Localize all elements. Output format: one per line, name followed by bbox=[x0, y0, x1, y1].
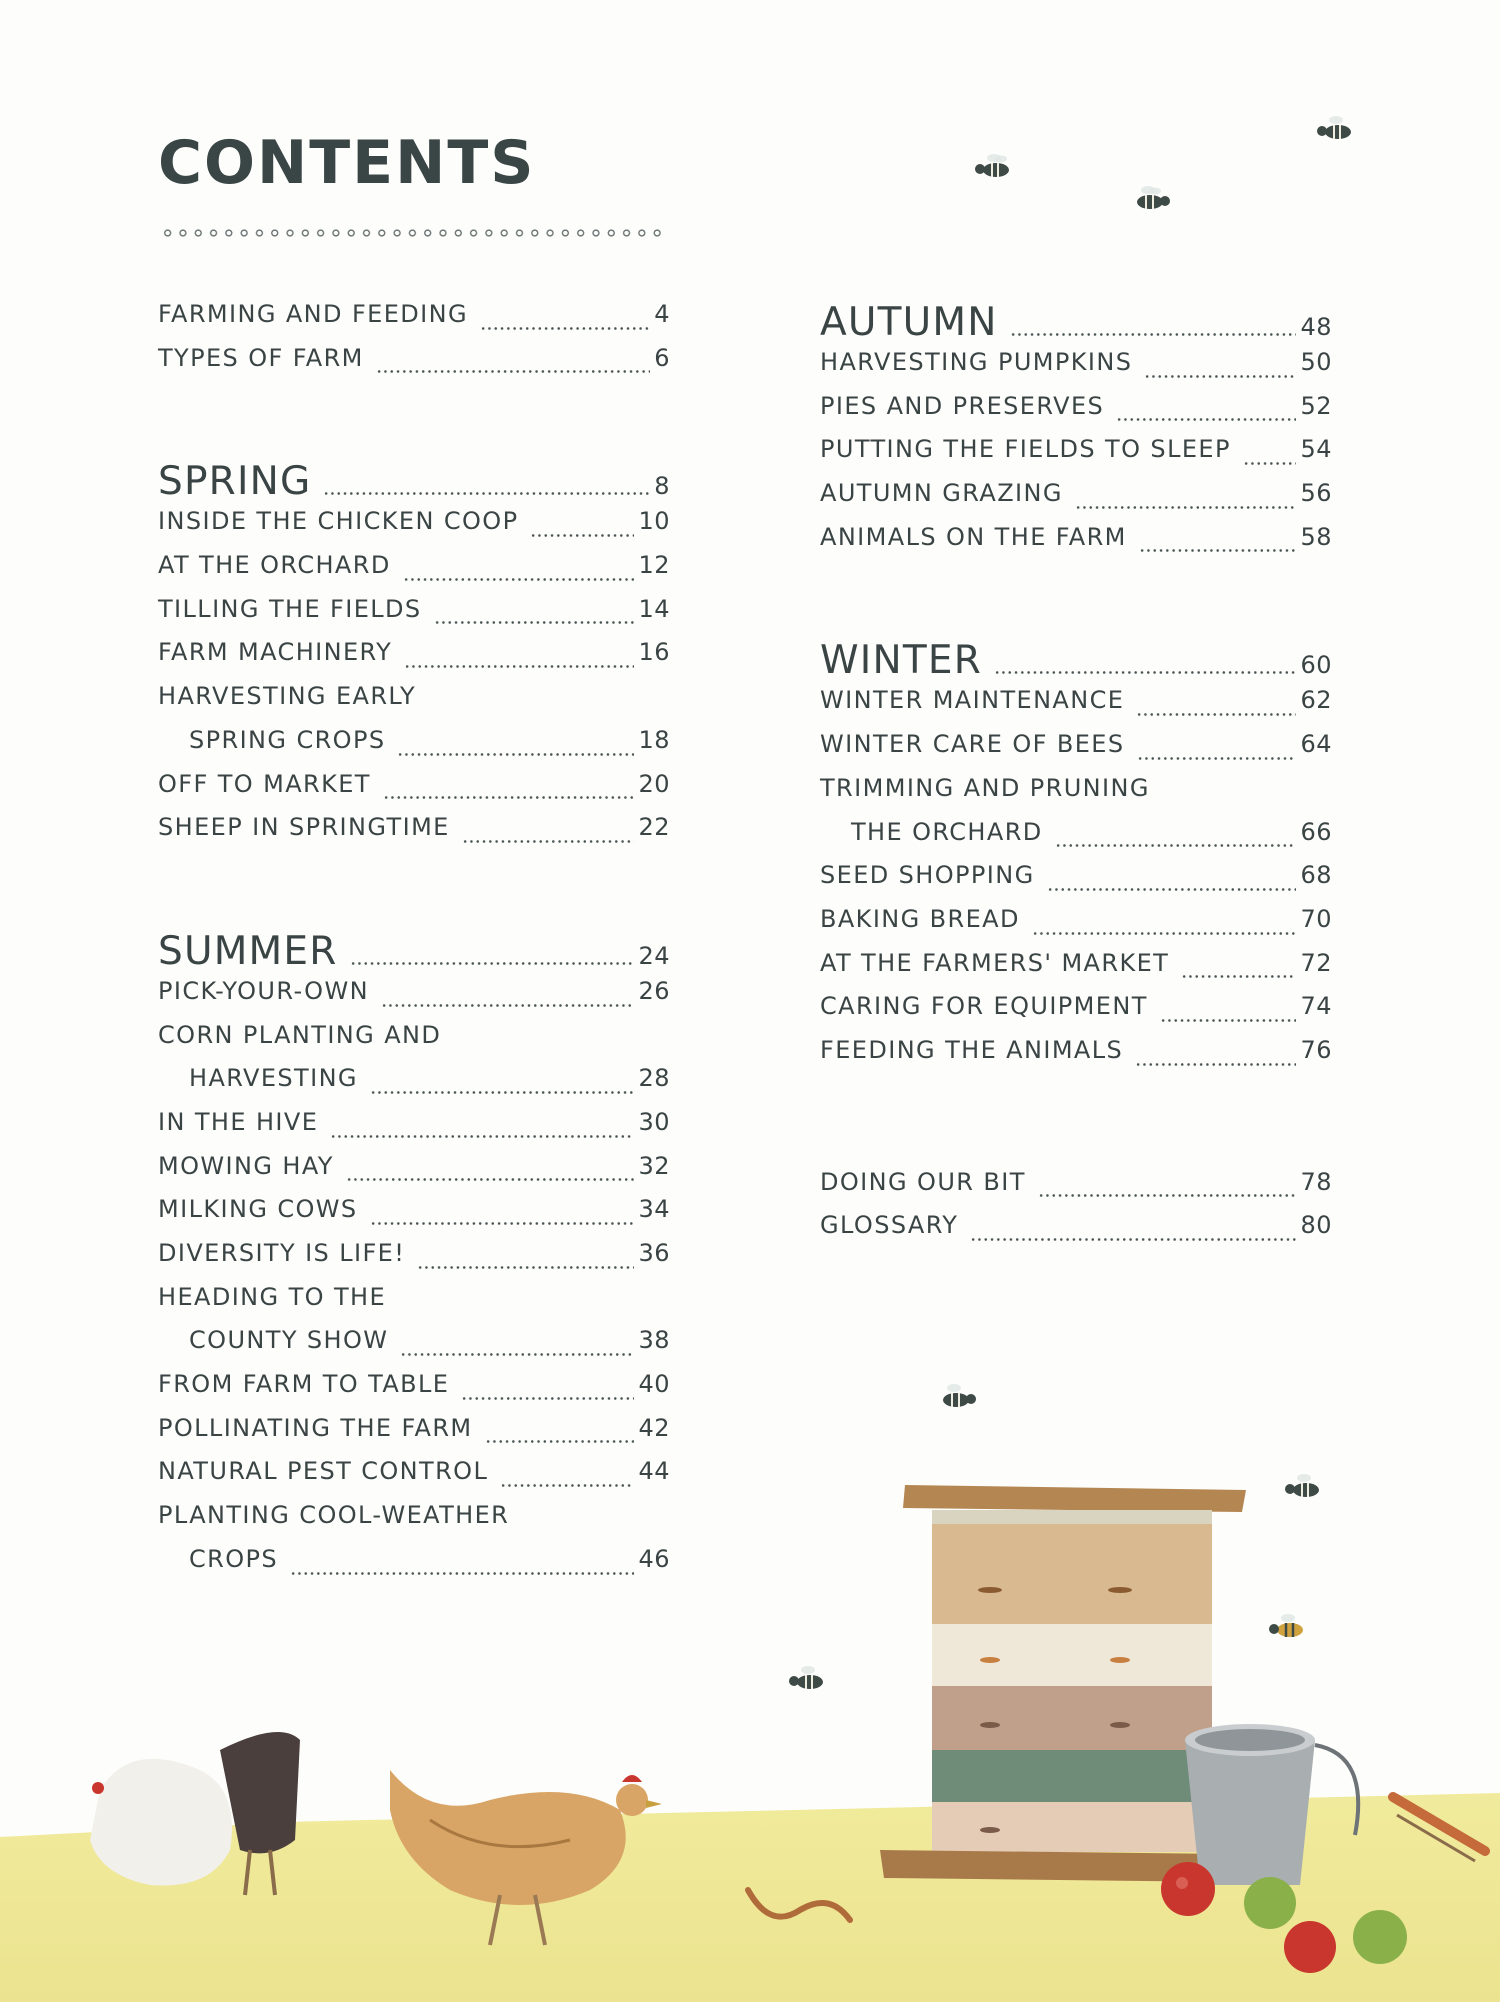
toc-entry-label: MILKING COWS bbox=[158, 1195, 358, 1224]
toc-page-number: 42 bbox=[638, 1413, 670, 1442]
toc-entry-label: OFF TO MARKET bbox=[158, 769, 371, 798]
toc-entry-label: PICK-YOUR-OWN bbox=[158, 976, 369, 1005]
toc-entry[interactable] bbox=[820, 730, 1332, 774]
toc-entry[interactable] bbox=[820, 1168, 1332, 1212]
dot-leader bbox=[403, 578, 635, 581]
toc-entry[interactable] bbox=[820, 818, 1332, 862]
toc-entry[interactable] bbox=[820, 949, 1332, 993]
toc-entry-label: ANIMALS ON THE FARM bbox=[820, 522, 1127, 551]
hen-icon bbox=[370, 1720, 670, 1960]
toc-entry-label: SPRING CROPS bbox=[189, 725, 386, 754]
toc-entry-label: COUNTY SHOW bbox=[189, 1326, 389, 1355]
toc-entry-label: WINTER MAINTENANCE bbox=[820, 686, 1125, 715]
toc-entry[interactable] bbox=[158, 300, 670, 344]
toc-entry[interactable] bbox=[158, 1064, 670, 1108]
section-spacer bbox=[158, 387, 670, 459]
dot-leader bbox=[381, 1004, 635, 1007]
toc-entry[interactable] bbox=[158, 1501, 670, 1545]
toc-page-number: 70 bbox=[1300, 904, 1332, 933]
dot-leader bbox=[397, 753, 634, 756]
toc-page-number: 50 bbox=[1300, 348, 1332, 376]
toc-page-number: 4 bbox=[654, 300, 670, 328]
dot-leader bbox=[1243, 462, 1297, 465]
toc-entry-label: AUTUMN bbox=[820, 300, 998, 345]
bee-icon bbox=[932, 1380, 982, 1414]
toc-page-number: 40 bbox=[638, 1370, 670, 1399]
dot-leader bbox=[1144, 375, 1296, 378]
section-spacer bbox=[820, 1080, 1332, 1168]
worm-illustration bbox=[740, 1880, 860, 1940]
page-title: CONTENTS bbox=[158, 128, 536, 198]
bee-icon bbox=[1278, 1470, 1328, 1504]
bee-icon bbox=[968, 150, 1018, 184]
dot-leader bbox=[480, 327, 650, 330]
toc-page-number: 48 bbox=[1300, 313, 1332, 341]
toc-right-column bbox=[820, 300, 1332, 1255]
toc-entry[interactable] bbox=[158, 1195, 670, 1239]
dot-leader bbox=[376, 370, 650, 373]
toc-page-number: 46 bbox=[638, 1544, 670, 1573]
toc-entry[interactable] bbox=[820, 861, 1332, 905]
toc-entry[interactable] bbox=[820, 992, 1332, 1036]
toc-entry[interactable] bbox=[158, 1326, 670, 1370]
toc-page-number: 52 bbox=[1300, 391, 1332, 420]
toc-page-number: 64 bbox=[1300, 730, 1332, 759]
toc-entry-label: CARING FOR EQUIPMENT bbox=[820, 992, 1148, 1021]
toc-entry-label: TRIMMING AND PRUNING bbox=[820, 773, 1150, 802]
bee-icon bbox=[1262, 1610, 1312, 1644]
toc-page-number: 66 bbox=[1300, 817, 1332, 846]
dot-leader bbox=[330, 1135, 634, 1138]
toc-page-number: 72 bbox=[1300, 948, 1332, 977]
toc-page-number: 44 bbox=[638, 1457, 670, 1486]
dot-leader bbox=[1047, 888, 1297, 891]
toc-page-number: 30 bbox=[638, 1107, 670, 1136]
title-dotted-divider bbox=[160, 228, 665, 238]
dot-leader bbox=[1181, 975, 1296, 978]
toc-entry-label: AT THE ORCHARD bbox=[158, 551, 391, 580]
toc-entry-label: MOWING HAY bbox=[158, 1151, 334, 1180]
dot-leader bbox=[1075, 506, 1297, 509]
toc-entry-label: FEEDING THE ANIMALS bbox=[820, 1035, 1124, 1064]
toc-entry[interactable] bbox=[820, 348, 1332, 392]
dot-leader bbox=[994, 671, 1296, 674]
toc-entry[interactable] bbox=[820, 479, 1332, 523]
dot-leader bbox=[485, 1440, 635, 1443]
toc-section-heading[interactable] bbox=[820, 638, 1332, 686]
toc-entry[interactable] bbox=[158, 1457, 670, 1501]
dot-leader bbox=[370, 1222, 635, 1225]
dot-leader bbox=[462, 840, 635, 843]
toc-entry-label: FROM FARM TO TABLE bbox=[158, 1370, 450, 1399]
toc-page-number: 78 bbox=[1300, 1167, 1332, 1196]
toc-entry[interactable] bbox=[820, 435, 1332, 479]
toc-entry-label: HARVESTING bbox=[189, 1064, 358, 1093]
toc-entry-label: BAKING BREAD bbox=[820, 904, 1020, 933]
dot-leader bbox=[350, 962, 635, 965]
toc-page-number: 74 bbox=[1300, 992, 1332, 1021]
dot-leader bbox=[1136, 713, 1296, 716]
bee-icon bbox=[1310, 112, 1360, 146]
toc-page-number: 8 bbox=[654, 472, 670, 501]
dot-leader bbox=[530, 534, 634, 537]
toc-page-number: 62 bbox=[1300, 686, 1332, 715]
toc-entry-label: THE ORCHARD bbox=[851, 817, 1043, 846]
dot-leader bbox=[461, 1397, 634, 1400]
dot-leader bbox=[1116, 418, 1296, 421]
toc-entry-label: PUTTING THE FIELDS TO SLEEP bbox=[820, 435, 1231, 464]
dot-leader bbox=[500, 1484, 634, 1487]
toc-entry[interactable] bbox=[820, 774, 1332, 818]
toc-entry-label: NATURAL PEST CONTROL bbox=[158, 1457, 489, 1486]
toc-section-heading[interactable] bbox=[158, 929, 670, 977]
toc-entry-label: POLLINATING THE FARM bbox=[158, 1413, 473, 1442]
rake-illustration bbox=[1385, 1785, 1495, 1865]
toc-entry[interactable] bbox=[820, 905, 1332, 949]
dot-leader bbox=[1137, 757, 1297, 760]
toc-entry-label: AUTUMN GRAZING bbox=[820, 479, 1063, 508]
section-spacer bbox=[820, 566, 1332, 638]
toc-page-number: 16 bbox=[638, 638, 670, 667]
toc-page-number: 22 bbox=[638, 813, 670, 842]
toc-entry-label: DOING OUR BIT bbox=[820, 1167, 1026, 1196]
toc-page-number: 38 bbox=[638, 1326, 670, 1355]
dot-leader bbox=[1038, 1194, 1297, 1197]
toc-entry[interactable] bbox=[158, 813, 670, 857]
toc-entry-label: SUMMER bbox=[158, 928, 338, 974]
dot-leader bbox=[1032, 932, 1297, 935]
toc-entry[interactable] bbox=[158, 1239, 670, 1283]
dot-leader bbox=[290, 1572, 634, 1575]
toc-section-heading[interactable] bbox=[158, 459, 670, 507]
bee-icon bbox=[1126, 182, 1176, 216]
toc-page-number: 76 bbox=[1300, 1035, 1332, 1064]
toc-page-number: 14 bbox=[638, 594, 670, 623]
toc-page-number: 18 bbox=[638, 725, 670, 754]
toc-entry[interactable] bbox=[158, 551, 670, 595]
toc-entry[interactable] bbox=[158, 682, 670, 726]
toc-entry[interactable] bbox=[820, 1036, 1332, 1080]
toc-entry[interactable] bbox=[158, 1283, 670, 1327]
toc-entry[interactable] bbox=[158, 1152, 670, 1196]
toc-entry[interactable] bbox=[158, 507, 670, 551]
toc-entry[interactable] bbox=[158, 1545, 670, 1589]
toc-entry-label: IN THE HIVE bbox=[158, 1107, 319, 1136]
toc-entry-label: PLANTING COOL-WEATHER bbox=[158, 1501, 510, 1530]
dot-leader bbox=[346, 1178, 635, 1181]
toc-entry[interactable] bbox=[158, 344, 670, 388]
toc-page-number: 54 bbox=[1300, 435, 1332, 464]
toc-entry[interactable] bbox=[820, 686, 1332, 730]
toc-entry-label: CROPS bbox=[189, 1544, 279, 1573]
toc-entry[interactable] bbox=[158, 977, 670, 1021]
section-spacer bbox=[158, 857, 670, 929]
toc-entry[interactable] bbox=[820, 392, 1332, 436]
toc-page-number: 58 bbox=[1300, 522, 1332, 551]
toc-page-number: 32 bbox=[638, 1151, 670, 1180]
toc-page-number: 36 bbox=[638, 1239, 670, 1267]
toc-entry[interactable] bbox=[158, 1414, 670, 1458]
toc-entry-label: WINTER CARE OF BEES bbox=[820, 730, 1125, 759]
toc-entry[interactable] bbox=[158, 770, 670, 814]
dot-leader bbox=[417, 1266, 634, 1269]
toc-entry-label: HARVESTING EARLY bbox=[158, 682, 417, 711]
toc-page-number: 6 bbox=[654, 343, 670, 372]
toc-page-number: 80 bbox=[1300, 1211, 1332, 1240]
toc-entry[interactable] bbox=[158, 726, 670, 770]
toc-page-number: 12 bbox=[638, 551, 670, 580]
toc-entry-label: TILLING THE FIELDS bbox=[158, 594, 422, 623]
toc-page-number: 60 bbox=[1300, 651, 1332, 680]
toc-entry[interactable] bbox=[158, 1370, 670, 1414]
toc-page-number: 26 bbox=[638, 976, 670, 1005]
toc-entry-label: FARM MACHINERY bbox=[158, 638, 393, 667]
toc-entry-label: INSIDE THE CHICKEN COOP bbox=[158, 507, 519, 536]
toc-entry-label: SEED SHOPPING bbox=[820, 861, 1035, 890]
dot-leader bbox=[400, 1353, 634, 1356]
toc-entry[interactable] bbox=[158, 1108, 670, 1152]
dot-leader bbox=[1010, 333, 1297, 336]
toc-entry-label: PIES AND PRESERVES bbox=[820, 391, 1105, 420]
dot-leader bbox=[970, 1238, 1296, 1241]
hen-icon bbox=[70, 1700, 310, 1920]
toc-entry-label: HARVESTING PUMPKINS bbox=[820, 348, 1133, 376]
toc-entry[interactable] bbox=[158, 1021, 670, 1065]
toc-entry[interactable] bbox=[158, 595, 670, 639]
toc-page-number: 28 bbox=[638, 1064, 670, 1093]
toc-section-heading[interactable] bbox=[820, 300, 1332, 348]
toc-entry-label: TYPES OF FARM bbox=[158, 343, 364, 372]
dot-leader bbox=[1135, 1063, 1296, 1066]
toc-left-column bbox=[158, 300, 670, 1589]
toc-entry-label: FARMING AND FEEDING bbox=[158, 300, 468, 328]
toc-entry-label: AT THE FARMERS' MARKET bbox=[820, 948, 1170, 977]
dot-leader bbox=[383, 796, 635, 799]
toc-entry-label: SPRING bbox=[158, 459, 312, 505]
toc-entry-label: WINTER bbox=[820, 638, 983, 684]
dot-leader bbox=[434, 621, 635, 624]
toc-entry-label: GLOSSARY bbox=[820, 1211, 959, 1240]
bee-icon bbox=[782, 1662, 832, 1696]
toc-entry[interactable] bbox=[820, 523, 1332, 567]
dot-leader bbox=[370, 1091, 635, 1094]
toc-page-number: 20 bbox=[638, 769, 670, 798]
dot-leader bbox=[1139, 549, 1297, 552]
dot-leader bbox=[1160, 1019, 1297, 1022]
toc-page-number: 34 bbox=[638, 1195, 670, 1224]
toc-entry[interactable] bbox=[158, 638, 670, 682]
toc-page-number: 24 bbox=[638, 941, 670, 970]
dot-leader bbox=[404, 665, 634, 668]
toc-page-number: 56 bbox=[1300, 479, 1332, 508]
dot-leader bbox=[1055, 844, 1297, 847]
apples-illustration bbox=[1150, 1855, 1420, 1995]
toc-entry-label: DIVERSITY IS LIFE! bbox=[158, 1239, 406, 1267]
toc-entry[interactable] bbox=[820, 1211, 1332, 1255]
toc-page-number: 10 bbox=[638, 507, 670, 536]
toc-entry-label: HEADING TO THE bbox=[158, 1282, 387, 1311]
toc-page-number: 68 bbox=[1300, 861, 1332, 890]
dot-leader bbox=[323, 492, 650, 495]
toc-entry-label: SHEEP IN SPRINGTIME bbox=[158, 813, 450, 842]
toc-entry-label: CORN PLANTING AND bbox=[158, 1020, 442, 1049]
